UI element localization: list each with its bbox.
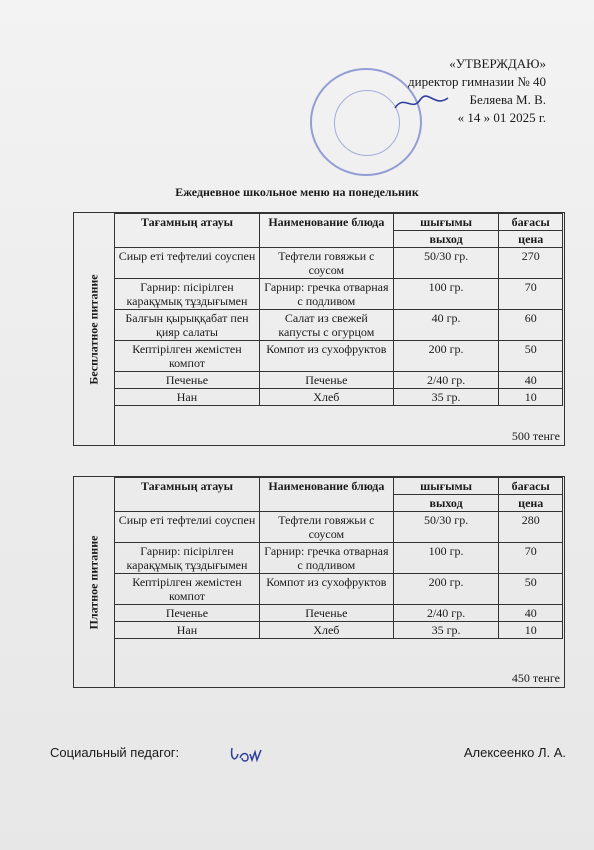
dish-price: 10 [499, 389, 563, 406]
table-header-row [115, 478, 563, 495]
footer-name: Алексеенко Л. А. [463, 745, 566, 760]
director-signature [392, 92, 452, 114]
menu-row [115, 389, 563, 406]
dish-kz: Гарнир: пісірілген карақұмық тұздығымен [115, 279, 260, 310]
pedagogue-signature [228, 740, 264, 766]
dish-kz: Нан [115, 389, 260, 406]
menu-row [115, 574, 563, 605]
dish-ru: Печенье [259, 605, 393, 622]
table-header-row [115, 214, 563, 231]
header-ru-name: Наименование блюда [259, 478, 393, 512]
dish-ru: Компот из сухофруктов [259, 341, 393, 372]
free-menu-total: 500 тенге [511, 429, 560, 443]
free-menu-side-label: Бесплатное питание [74, 213, 115, 445]
dish-price: 270 [499, 248, 563, 279]
dish-price: 40 [499, 372, 563, 389]
menu-row [115, 372, 563, 389]
dish-yield: 50/30 гр. [393, 512, 499, 543]
paid-menu-block [73, 476, 565, 688]
dish-kz: Кептірілген жемістен компот [115, 341, 260, 372]
dish-kz: Кептірілген жемістен компот [115, 574, 260, 605]
dish-kz: Сиыр еті тефтелиі соуспен [115, 512, 260, 543]
dish-kz: Печенье [115, 605, 260, 622]
dish-yield: 200 гр. [393, 574, 499, 605]
header-yield-kz: шығымы [393, 214, 499, 231]
menu-row [115, 543, 563, 574]
free-menu-table [114, 213, 563, 406]
menu-row [115, 248, 563, 279]
paid-menu-side-label: Платное питание [74, 477, 115, 687]
dish-kz: Балғын қырыққабат пен қияр салаты [115, 310, 260, 341]
dish-ru: Тефтели говяжьи с соусом [259, 248, 393, 279]
header-price-ru: цена [499, 495, 563, 512]
dish-ru: Хлеб [259, 389, 393, 406]
paid-menu-table [114, 477, 563, 639]
dish-ru: Салат из свежей капусты с огурцом [259, 310, 393, 341]
menu-row [115, 341, 563, 372]
menu-row [115, 622, 563, 639]
header-yield-kz: шығымы [393, 478, 499, 495]
menu-row [115, 512, 563, 543]
dish-ru: Печенье [259, 372, 393, 389]
dish-price: 60 [499, 310, 563, 341]
dish-price: 50 [499, 341, 563, 372]
dish-price: 70 [499, 543, 563, 574]
footer-role: Социальный педагог: [50, 745, 180, 760]
header-yield-ru: выход [393, 231, 499, 248]
approval-heading: «УТВЕРЖДАЮ» [449, 56, 546, 71]
header-ru-name: Наименование блюда [259, 214, 393, 248]
header-kz-name: Тағамның атауы [115, 478, 260, 512]
dish-ru: Гарнир: гречка отварная с подливом [259, 543, 393, 574]
official-stamp [310, 68, 422, 176]
dish-ru: Гарнир: гречка отварная с подливом [259, 279, 393, 310]
dish-kz: Гарнир: пісірілген карақұмық тұздығымен [115, 543, 260, 574]
approval-date: « 14 » 01 2025 г. [457, 110, 546, 125]
free-menu-block [73, 212, 565, 446]
dish-price: 10 [499, 622, 563, 639]
dish-yield: 2/40 гр. [393, 605, 499, 622]
dish-yield: 2/40 гр. [393, 372, 499, 389]
menu-row [115, 310, 563, 341]
dish-price: 70 [499, 279, 563, 310]
approval-block [408, 55, 546, 127]
header-yield-ru: выход [393, 495, 499, 512]
dish-yield: 40 гр. [393, 310, 499, 341]
menu-title: Ежедневное школьное меню на понедельник [175, 185, 419, 199]
dish-price: 40 [499, 605, 563, 622]
dish-ru: Тефтели говяжьи с соусом [259, 512, 393, 543]
dish-yield: 200 гр. [393, 341, 499, 372]
dish-kz: Сиыр еті тефтелиі соуспен [115, 248, 260, 279]
menu-row [115, 279, 563, 310]
approval-position: директор гимназии № 40 [408, 74, 546, 89]
header-price-ru: цена [499, 231, 563, 248]
dish-yield: 35 гр. [393, 622, 499, 639]
dish-kz: Нан [115, 622, 260, 639]
dish-yield: 100 гр. [393, 279, 499, 310]
dish-price: 280 [499, 512, 563, 543]
header-price-kz: бағасы [499, 214, 563, 231]
paid-menu-total: 450 тенге [511, 671, 560, 685]
header-price-kz: бағасы [499, 478, 563, 495]
header-kz-name: Тағамның атауы [115, 214, 260, 248]
dish-yield: 50/30 гр. [393, 248, 499, 279]
menu-row [115, 605, 563, 622]
dish-ru: Компот из сухофруктов [259, 574, 393, 605]
approval-name: Беляева М. В. [469, 92, 546, 107]
dish-price: 50 [499, 574, 563, 605]
dish-yield: 35 гр. [393, 389, 499, 406]
dish-ru: Хлеб [259, 622, 393, 639]
dish-yield: 100 гр. [393, 543, 499, 574]
dish-kz: Печенье [115, 372, 260, 389]
